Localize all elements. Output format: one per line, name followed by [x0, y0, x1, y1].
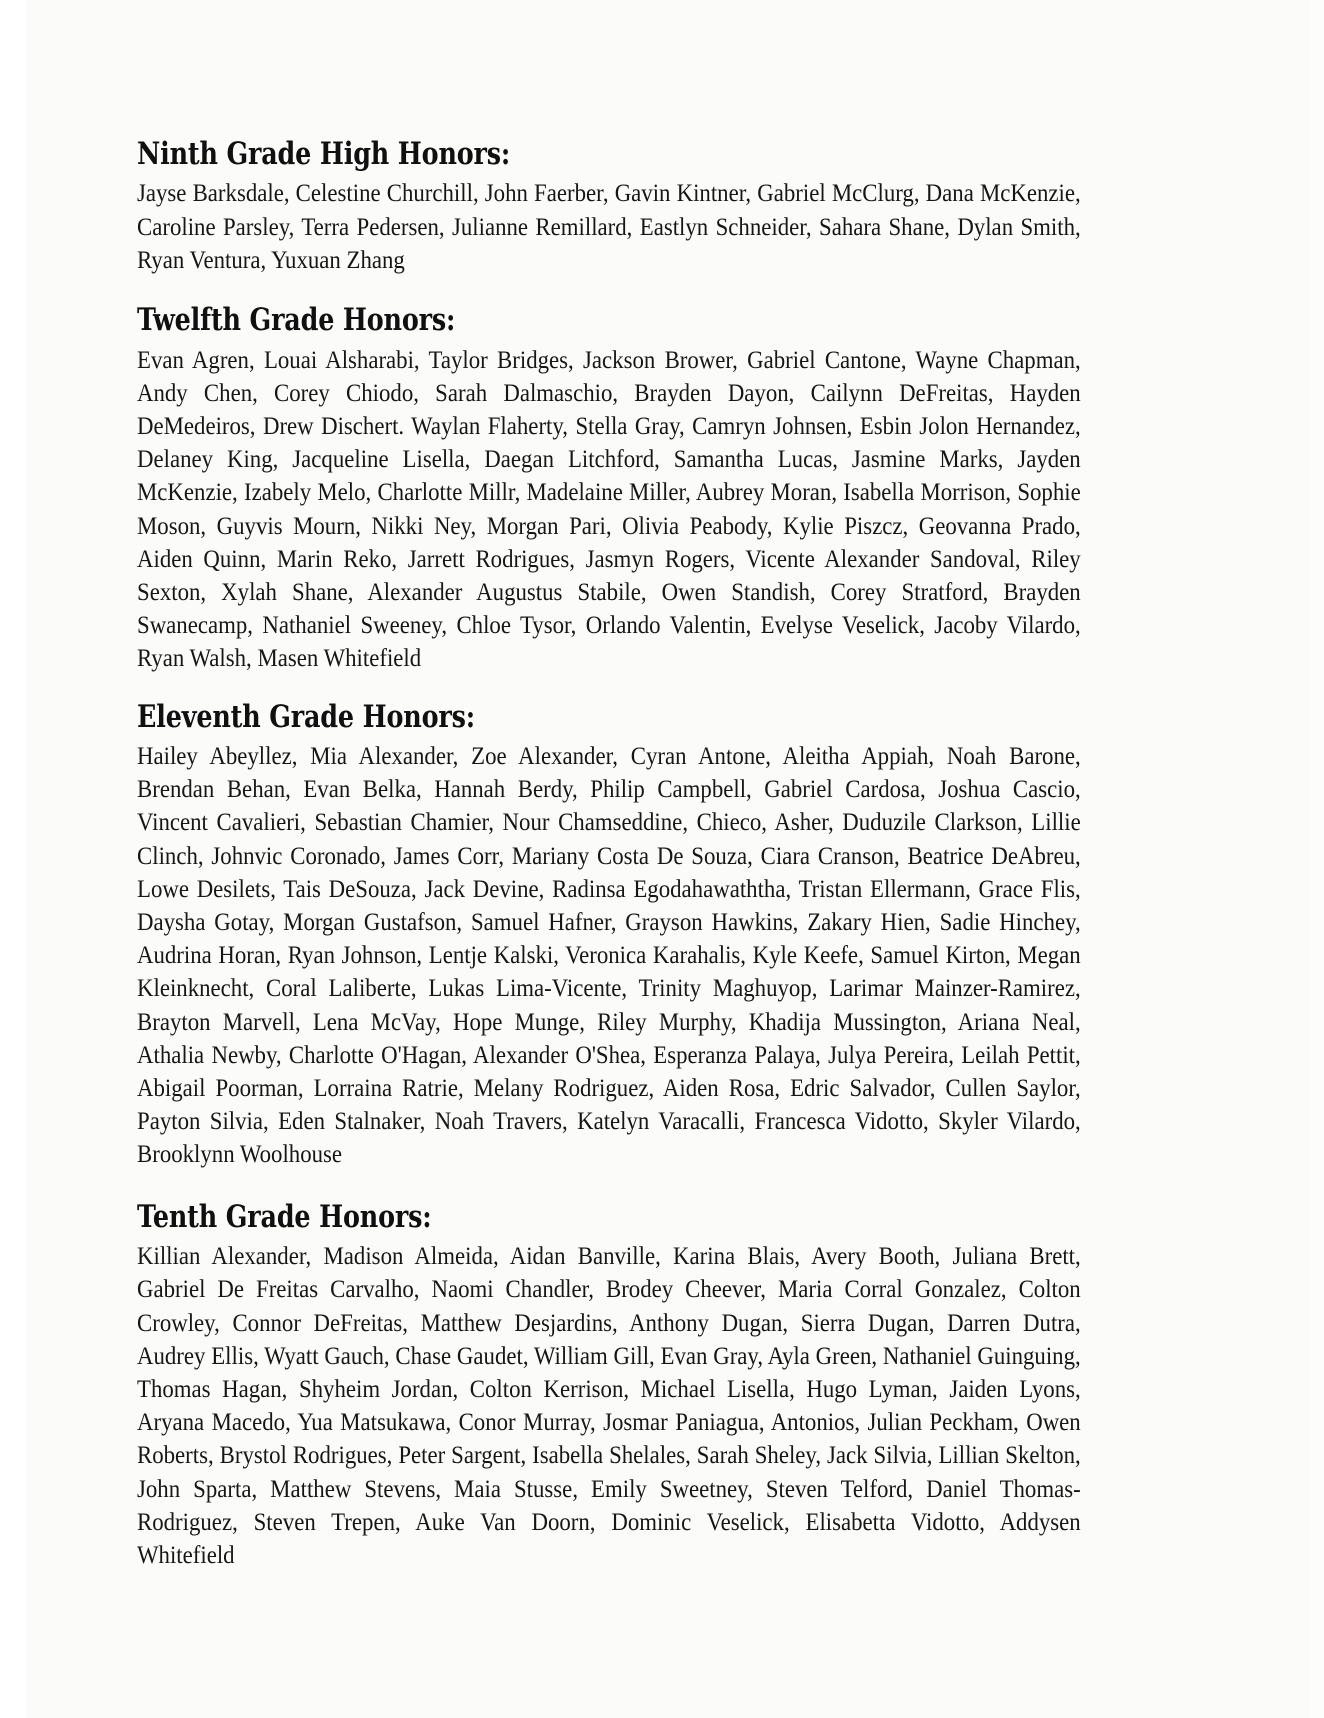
- name-list-tenth-grade-honors: Killian Alexander, Madison Almeida, Aidan Banville, Karina Blais, Avery Booth, Juliana Brett, Gabriel De Freitas Carvalho, Naomi Chandler, Brodey Cheever, Maria Corral Gonzalez, Colton Crowley, Connor DeFreitas, Matthew Desjardins, Anthony Dugan, Sierra Dugan, Darren Dutra, Audrey Ellis, Wyatt Gauch, Chase Gaudet, William Gill, Evan Gray, Ayla Green, Nathaniel Guinguing, Thomas Hagan, Shyheim Jordan, Colton Kerrison, Michael Lisella, Hugo Lyman, Jaiden Lyons, Aryana Macedo, Yua Matsukawa, Conor Murray, Josmar Paniagua, Antonios, Julian Peckham, Owen Roberts, Brystol Rodrigues, Peter Sargent, Isabella Shelales, Sarah Sheley, Jack Silvia, Lillian Skelton, John Sparta, Matthew Stevens, Maia Stusse, Emily Sweetney, Steven Telford, Daniel Thomas-Rodriguez, Steven Trepen, Auke Van Doorn, Dominic Veselick, Elisabetta Vidotto, Addysen Whitefield: [137, 1241, 1081, 1569]
- heading-ninth-grade-high-honors: Ninth Grade High Honors:: [137, 136, 511, 172]
- section-ninth-grade-high-honors: [137, 138, 1081, 276]
- name-list-eleventh-grade-honors: Hailey Abeyllez, Mia Alexander, Zoe Alexander, Cyran Antone, Aleitha Appiah, Noah Barone, Brendan Behan, Evan Belka, Hannah Berdy, Philip Campbell, Gabriel Cardosa, Joshua Cascio, Vincent Cavalieri, Sebastian Chamier, Nour Chamseddine, Chieco, Asher, Duduzile Clarkson, Lillie Clinch, Johnvic Coronado, James Corr, Mariany Costa De Souza, Ciara Cranson, Beatrice DeAbreu, Lowe Desilets, Tais DeSouza, Jack Devine, Radinsa Egodahawaththa, Tristan Ellermann, Grace Flis, Daysha Gotay, Morgan Gustafson, Samuel Hafner, Grayson Hawkins, Zakary Hien, Sadie Hinchey, Audrina Horan, Ryan Johnson, Lentje Kalski, Veronica Karahalis, Kyle Keefe, Samuel Kirton, Megan Kleinknecht, Coral Laliberte, Lukas Lima-Vicente, Trinity Maghuyop, Larimar Mainzer-Ramirez, Brayton Marvell, Lena McVay, Hope Munge, Riley Murphy, Khadija Mussington, Ariana Neal, Athalia Newby, Charlotte O'Hagan, Alexander O'Shea, Esperanza Palaya, Julya Pereira, Leilah Pettit, Abigail Poorman, Lorraina Ratrie, Melany Rodriguez, Aiden Rosa, Edric Salvador, Cullen Saylor, Payton Silvia, Eden Stalnaker, Noah Travers, Katelyn Varacalli, Francesca Vidotto, Skyler Vilardo, Brooklynn Woolhouse: [137, 741, 1081, 1169]
- section-tenth-grade-honors: [137, 1198, 1081, 1572]
- document-body: [137, 138, 1081, 1571]
- name-list-ninth-grade-high-honors: Jayse Barksdale, Celestine Churchill, John Faerber, Gavin Kintner, Gabriel McClurg, Dana McKenzie, Caroline Parsley, Terra Pedersen, Julianne Remillard, Eastlyn Schneider, Sahara Shane, Dylan Smith, Ryan Ventura, Yuxuan Zhang: [137, 178, 1081, 274]
- section-eleventh-grade-honors: [137, 698, 1081, 1171]
- section-twelfth-grade-honors: [137, 304, 1081, 675]
- name-list-twelfth-grade-honors: Evan Agren, Louai Alsharabi, Taylor Bridges, Jackson Brower, Gabriel Cantone, Wayne Chapman, Andy Chen, Corey Chiodo, Sarah Dalmaschio, Brayden Dayon, Cailynn DeFreitas, Hayden DeMedeiros, Drew Dischert. Waylan Flaherty, Stella Gray, Camryn Johnsen, Esbin Jolon Hernandez, Delaney King, Jacqueline Lisella, Daegan Litchford, Samantha Lucas, Jasmine Marks, Jayden McKenzie, Izabely Melo, Charlotte Millr, Madelaine Miller, Aubrey Moran, Isabella Morrison, Sophie Moson, Guyvis Mourn, Nikki Ney, Morgan Pari, Olivia Peabody, Kylie Piszcz, Geovanna Prado, Aiden Quinn, Marin Reko, Jarrett Rodrigues, Jasmyn Rogers, Vicente Alexander Sandoval, Riley Sexton, Xylah Shane, Alexander Augustus Stabile, Owen Standish, Corey Stratford, Brayden Swanecamp, Nathaniel Sweeney, Chloe Tysor, Orlando Valentin, Evelyse Veselick, Jacoby Vilardo, Ryan Walsh, Masen Whitefield: [137, 344, 1081, 673]
- page-left-margin-strip: [0, 0, 26, 1718]
- heading-tenth-grade-honors: Tenth Grade Honors:: [137, 1198, 432, 1235]
- heading-twelfth-grade-honors: Twelfth Grade Honors:: [137, 302, 456, 339]
- heading-eleventh-grade-honors: Eleventh Grade Honors:: [137, 698, 475, 735]
- page-right-margin-strip: [1310, 0, 1324, 1718]
